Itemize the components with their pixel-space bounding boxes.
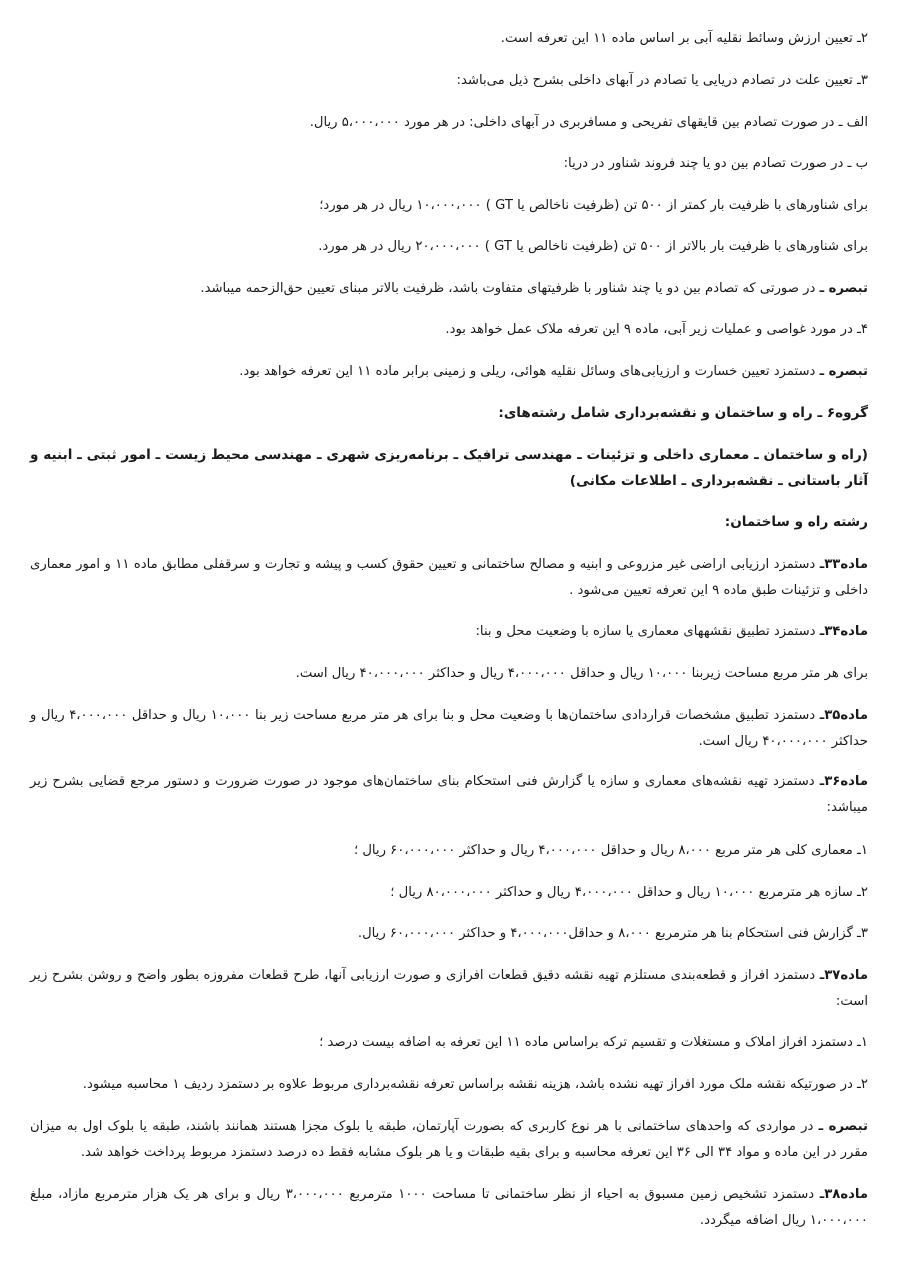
article-35: ماده۳۵ـ دستمزد تطبیق مشخصات قراردادی ساختمان‌ها با وضعیت محل و بنا برای هر متر مربع مساحت زیر بنا ۱۰،۰۰۰ ریال و حداقل ۴،۰۰۰،۰۰۰ ریال و حداکثر ۴۰،۰۰۰،۰۰۰ ریال است. <box>30 708 868 749</box>
article-label: ماده۳۵ـ <box>819 708 868 723</box>
section-heading-road-building: رشته راه و ساختمان: <box>724 514 868 530</box>
article-37-item-1: ۱ـ دستمزد افراز املاک و مستغلات و تقسیم ترکه براساس ماده ۱۱ این تعرفه به اضافه بیست درصد ؛ <box>319 1035 868 1050</box>
note-label: تبصره ـ <box>819 364 868 379</box>
paragraph-item-alef: الف ـ در صورت تصادم بین قایقهای تفریحی و مسافربری در آبهای داخلی: در هر مورد ۵،۰۰۰،۰۰۰ ریال. <box>309 115 868 130</box>
paragraph-item-2: ۲ـ تعیین ارزش وسائط نقلیه آبی بر اساس ماده ۱۱ این تعرفه است. <box>500 31 868 46</box>
article-label: ماده۳۷ـ <box>819 968 868 983</box>
article-36-item-2: ۲ـ سازه هر مترمربع ۱۰،۰۰۰ ریال و حداقل ۴،۰۰۰،۰۰۰ ریال و حداکثر ۸۰،۰۰۰،۰۰۰ ریال ؛ <box>390 885 868 900</box>
article-label: ماده۳۳ـ <box>819 557 868 572</box>
article-label: ماده۳۸ـ <box>819 1187 869 1202</box>
article-34-rate: برای هر متر مربع مساحت زیربنا ۱۰،۰۰۰ ریال و حداقل ۴،۰۰۰،۰۰۰ ریال و حداکثر ۴۰،۰۰۰،۰۰۰ ریال است. <box>295 666 868 681</box>
article-38: ماده۳۸ـ دستمزد تشخیص زمین مسبوق به احیاء از نظر ساختمانی تا مساحت ۱۰۰۰ مترمربع ۳،۰۰۰،۰۰۰ ریال و برای هر یک هزار مترمربع مازاد، مبلغ ۱،۰۰۰،۰۰۰ ریال اضافه میگردد. <box>30 1187 869 1228</box>
note-paragraph-3: تبصره ـ در مواردی که واحدهای ساختمانی با هر نوع کاربری که بصورت آپارتمان، طبقه یا بلوک مجزا هستند همانند باشند، طبقه یا بلوک اول به میزان مقرر در این ماده و مواد ۳۴ الی ۳۶ این تعرفه محاسبه و برای بقیه طبقات و یا هر بلوک مشابه فقط ده درصد دستمزد مربوط پرداخت خواهد شد. <box>30 1119 868 1160</box>
article-label: ماده۳۴ـ <box>819 624 868 639</box>
article-36: ماده۳۶ـ دستمزد تهیه نقشه‌های معماری و سازه یا گزارش فنی استحکام بنای ساختمان‌های موجود در صورت ضرورت و دستور مرجع قضایی بشرح زیر میباشد: <box>30 774 868 815</box>
group-6-fields: (راه و ساختمان ـ معماری داخلی و تزئینات ـ مهندسی ترافیک ـ برنامه‌ریزی شهری ـ مهندسی محیط زیست ـ امور ثبتی ـ ابنیه و آثار باستانی ـ نقشه‌برداری ـ اطلاعات مکانی) <box>30 447 868 489</box>
article-label: ماده۳۶ـ <box>819 774 868 789</box>
paragraph-over-500-tons: برای شناورهای با ظرفیت بار بالاتر از ۵۰۰ تن (ظرفیت ناخالص یا GT ) ۲۰،۰۰۰،۰۰۰ ریال در هر مورد. <box>318 239 868 254</box>
article-37: ماده۳۷ـ دستمزد افراز و قطعه‌بندی مستلزم تهیه نقشه دقیق قطعات افرازی و صورت ارزیابی آنها، طرح قطعات مفروزه بطور واضح و روشن بشرح زیر است: <box>30 968 868 1009</box>
group-6-heading: گروه۶ ـ راه و ساختمان و نقشه‌برداری شامل رشته‌های: <box>498 405 868 421</box>
article-37-item-2: ۲ـ در صورتیکه نقشه ملک مورد افراز تهیه نشده باشد، هزینه نقشه براساس تعرفه نقشه‌برداری مربوط علاوه بر دستمزد ردیف ۱ محاسبه میشود. <box>82 1077 868 1092</box>
paragraph-item-be: ب ـ در صورت تصادم بین دو یا چند فروند شناور در دریا: <box>563 156 868 171</box>
note-label: تبصره ـ <box>818 1119 868 1134</box>
article-34: ماده۳۴ـ دستمزد تطبیق نقشههای معماری یا سازه با وضعیت محل و بنا: <box>475 624 868 639</box>
note-paragraph-1: تبصره ـ در صورتی که تصادم بین دو یا چند شناور با ظرفیتهای متفاوت باشد، ظرفیت بالاتر مبنای تعیین حق‌الزحمه میباشد. <box>200 281 868 296</box>
article-36-item-3: ۳ـ گزارش فنی استحکام بنا هر مترمربع ۸،۰۰۰ و حداقل۴،۰۰۰،۰۰۰ و حداکثر ۶۰،۰۰۰،۰۰۰ ریال. <box>357 926 868 941</box>
paragraph-item-4: ۴ـ در مورد غواصی و عملیات زیر آبی، ماده ۹ این تعرفه ملاک عمل خواهد بود. <box>445 322 868 337</box>
note-paragraph-2: تبصره ـ دستمزد تعیین خسارت و ارزیابی‌های وسائل نقلیه هوائی، ریلی و زمینی برابر ماده ۱۱ این تعرفه خواهد بود. <box>239 364 868 379</box>
paragraph-under-500-tons: برای شناورهای با ظرفیت بار کمتر از ۵۰۰ تن (ظرفیت ناخالص یا GT ) ۱۰،۰۰۰،۰۰۰ ریال در هر مورد؛ <box>319 198 868 213</box>
note-label: تبصره ـ <box>819 281 868 296</box>
article-33: ماده۳۳ـ دستمزد ارزیابی اراضی غیر مزروعی و ابنیه و مصالح ساختمانی و تعیین حقوق کسب و پیشه و تجارت و سرقفلی مطابق ماده ۱۱ و امور معماری داخلی و تزئینات طبق ماده ۹ این تعرفه تعیین می‌شود . <box>30 557 868 598</box>
article-36-item-1: ۱ـ معماری کلی هر متر مربع ۸،۰۰۰ ریال و حداقل ۴،۰۰۰،۰۰۰ ریال و حداکثر ۶۰،۰۰۰،۰۰۰ ریال ؛ <box>353 843 868 858</box>
paragraph-item-3: ۳ـ تعیین علت در تصادم دریایی یا تصادم در آبهای داخلی بشرح ذیل می‌باشد: <box>456 73 868 88</box>
